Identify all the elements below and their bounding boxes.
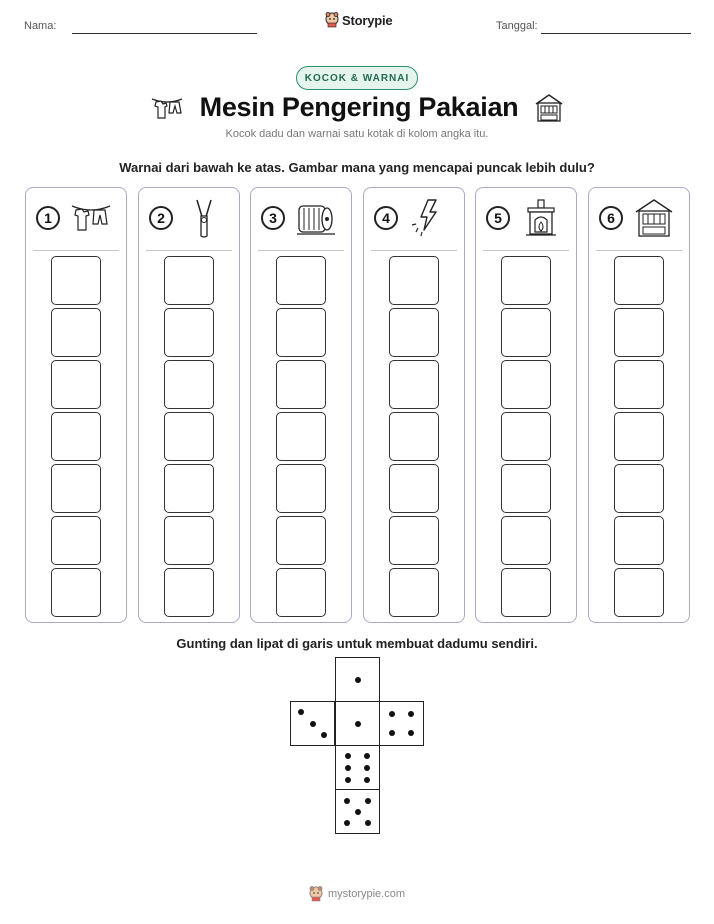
brand-logo	[325, 12, 392, 28]
column-5	[475, 187, 577, 623]
column-header	[251, 196, 351, 242]
color-box[interactable]	[276, 308, 326, 357]
color-box[interactable]	[276, 464, 326, 513]
color-box[interactable]	[501, 464, 551, 513]
cut-instruction: Gunting dan lipat di garis untuk membuat dadumu sendiri.	[176, 636, 538, 651]
pip	[355, 721, 361, 727]
color-box[interactable]	[501, 308, 551, 357]
die-face-1[interactable]	[335, 701, 380, 746]
color-box[interactable]	[501, 568, 551, 617]
column-3	[250, 187, 352, 623]
pip	[344, 798, 350, 804]
color-box[interactable]	[501, 360, 551, 409]
column-4	[363, 187, 465, 623]
die-face-1[interactable]	[335, 657, 380, 702]
pip	[364, 765, 370, 771]
page-subtitle: Kocok dadu dan warnai satu kotak di kolom angka itu.	[225, 128, 489, 140]
color-box[interactable]	[164, 308, 214, 357]
pip	[408, 730, 414, 736]
pip	[389, 711, 395, 717]
color-box[interactable]	[389, 308, 439, 357]
column-divider	[146, 250, 232, 251]
color-box[interactable]	[389, 256, 439, 305]
die-face-3[interactable]	[290, 701, 335, 746]
page-title: Mesin Pengering Pakaian	[199, 92, 519, 122]
column-number: 5	[486, 206, 510, 230]
column-header	[589, 196, 689, 242]
category-badge: KOCOK & WARNAI	[296, 66, 418, 90]
name-label: Nama:	[24, 20, 57, 32]
color-box[interactable]	[164, 516, 214, 565]
pip	[310, 721, 316, 727]
color-box[interactable]	[164, 464, 214, 513]
footer-url[interactable]: mystorypie.com	[327, 888, 406, 900]
die-face-4[interactable]	[379, 701, 424, 746]
column-header	[26, 196, 126, 242]
pip	[364, 753, 370, 759]
pip	[345, 753, 351, 759]
footer	[0, 886, 714, 902]
color-box[interactable]	[614, 256, 664, 305]
stove-icon	[520, 198, 562, 238]
color-box[interactable]	[389, 516, 439, 565]
color-box[interactable]	[614, 464, 664, 513]
column-number: 6	[599, 206, 623, 230]
storypie-mascot-icon	[325, 12, 339, 28]
color-box[interactable]	[614, 568, 664, 617]
laundry-shop-icon	[534, 93, 564, 123]
date-label: Tanggal:	[496, 20, 538, 32]
color-box[interactable]	[276, 412, 326, 461]
column-divider	[258, 250, 344, 251]
color-box[interactable]	[501, 412, 551, 461]
pip	[345, 777, 351, 783]
column-2	[138, 187, 240, 623]
color-box[interactable]	[51, 464, 101, 513]
column-divider	[596, 250, 682, 251]
pip	[321, 732, 327, 738]
pip	[344, 820, 350, 826]
column-number: 3	[261, 206, 285, 230]
color-box[interactable]	[51, 568, 101, 617]
color-box[interactable]	[276, 360, 326, 409]
color-box[interactable]	[164, 256, 214, 305]
pip	[364, 777, 370, 783]
color-box[interactable]	[614, 308, 664, 357]
die-face-5[interactable]	[335, 789, 380, 834]
color-box[interactable]	[389, 360, 439, 409]
date-line[interactable]	[541, 33, 691, 34]
pip	[389, 730, 395, 736]
color-box[interactable]	[51, 256, 101, 305]
laundry-shop-icon	[633, 198, 675, 238]
color-box[interactable]	[51, 308, 101, 357]
color-box[interactable]	[389, 412, 439, 461]
pip	[365, 798, 371, 804]
lightning-icon	[408, 198, 450, 238]
storypie-mascot-icon	[309, 886, 323, 902]
column-header	[364, 196, 464, 242]
column-6	[588, 187, 690, 623]
pip	[345, 765, 351, 771]
pip	[408, 711, 414, 717]
name-line[interactable]	[72, 33, 257, 34]
color-box[interactable]	[51, 360, 101, 409]
column-divider	[33, 250, 119, 251]
column-divider	[371, 250, 457, 251]
instruction-text: Warnai dari bawah ke atas. Gambar mana yang mencapai puncak lebih dulu?	[119, 160, 595, 175]
color-box[interactable]	[389, 568, 439, 617]
column-number: 1	[36, 206, 60, 230]
pip	[355, 809, 361, 815]
color-box[interactable]	[164, 360, 214, 409]
pip	[365, 820, 371, 826]
clothespin-icon	[183, 198, 225, 238]
color-box[interactable]	[51, 412, 101, 461]
color-box[interactable]	[501, 256, 551, 305]
color-box[interactable]	[614, 516, 664, 565]
color-box[interactable]	[614, 360, 664, 409]
brand-name: Storypie	[342, 12, 393, 28]
color-box[interactable]	[276, 568, 326, 617]
column-divider	[483, 250, 569, 251]
column-number: 2	[149, 206, 173, 230]
pip	[298, 709, 304, 715]
dryer-drum-icon	[295, 198, 337, 238]
color-box[interactable]	[51, 516, 101, 565]
clothesline-icon	[150, 93, 184, 123]
column-number: 4	[374, 206, 398, 230]
column-1	[25, 187, 127, 623]
color-box[interactable]	[276, 516, 326, 565]
color-box[interactable]	[164, 568, 214, 617]
title-row	[0, 92, 714, 123]
column-header	[476, 196, 576, 242]
column-header	[139, 196, 239, 242]
color-box[interactable]	[614, 412, 664, 461]
color-box[interactable]	[501, 516, 551, 565]
color-box[interactable]	[276, 256, 326, 305]
pip	[355, 677, 361, 683]
clothesline-icon	[70, 198, 112, 238]
color-box[interactable]	[164, 412, 214, 461]
color-box[interactable]	[389, 464, 439, 513]
die-face-6[interactable]	[335, 745, 380, 790]
